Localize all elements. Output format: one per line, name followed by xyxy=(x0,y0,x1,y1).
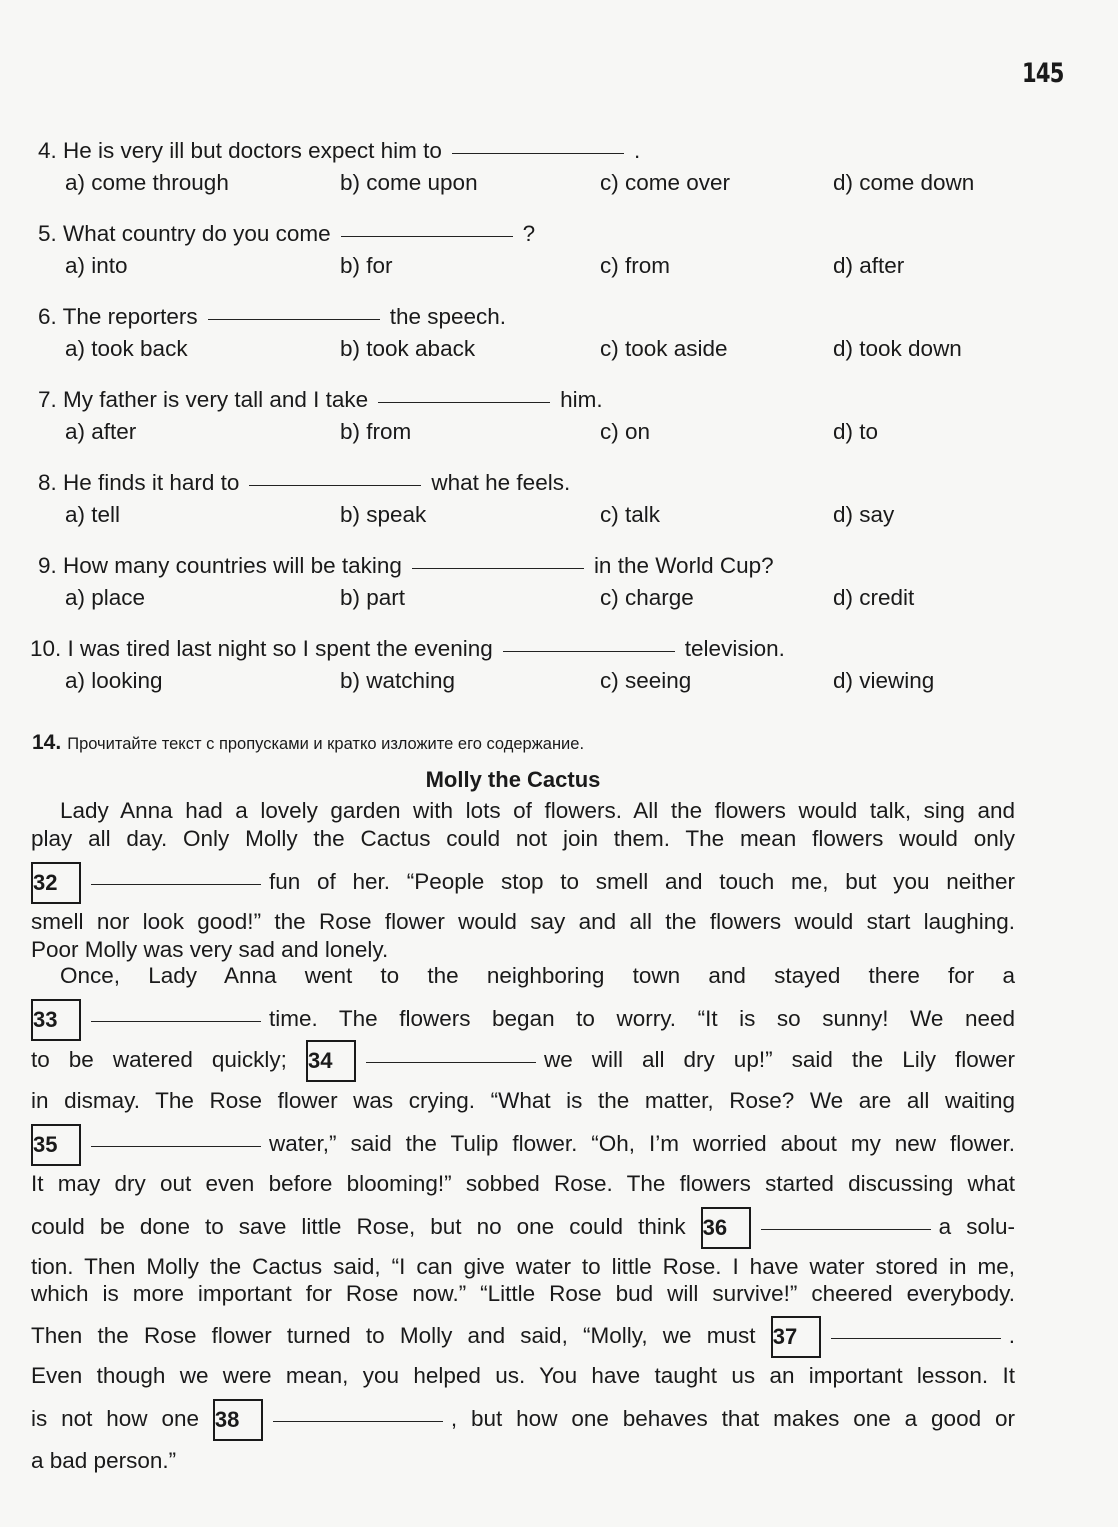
story-title: Molly the Cactus xyxy=(425,767,601,792)
story-line: is not how one 38 , but how one behaves that makes one a good or xyxy=(31,1399,1015,1441)
option-d[interactable]: d) viewing xyxy=(833,668,935,693)
option-c[interactable]: c) took aside xyxy=(600,336,728,361)
option-d[interactable]: d) credit xyxy=(833,585,915,610)
option-c[interactable]: c) seeing xyxy=(600,668,692,693)
option-c[interactable]: c) on xyxy=(600,419,651,444)
question-number: 5. xyxy=(38,221,57,246)
question-text-end: him. xyxy=(560,387,603,412)
answer-blank[interactable] xyxy=(378,402,550,403)
story-line: tion. Then Molly the Cactus said, “I can give water to little Rose. I have water stored in me, xyxy=(31,1254,1015,1279)
option-c[interactable]: c) talk xyxy=(600,502,661,527)
answer-blank[interactable] xyxy=(249,485,421,486)
story-line: Once, Lady Anna went to the neighboring town and stayed there for a xyxy=(60,963,1015,988)
story-line: Then the Rose flower turned to Molly and said, “Molly, we must 37 . xyxy=(31,1316,1015,1358)
option-a[interactable]: a) place xyxy=(65,585,146,610)
story-line: 35 water,” said the Tulip flower. “Oh, I’m worried about my new flower. xyxy=(31,1124,1015,1166)
gap-number-box: 38 xyxy=(213,1399,263,1441)
option-c[interactable]: c) from xyxy=(600,253,670,278)
task-number: 14. xyxy=(32,731,62,754)
question-10 xyxy=(30,633,1030,697)
question-text-end: . xyxy=(633,138,641,163)
question-9 xyxy=(38,550,1038,614)
question-text: He finds it hard to xyxy=(63,470,240,495)
question-text-end: the speech. xyxy=(389,304,507,329)
option-b[interactable]: b) speak xyxy=(340,502,427,527)
story-line: Poor Molly was very sad and lonely. xyxy=(31,937,389,962)
option-a[interactable]: a) come through xyxy=(65,170,229,195)
story-line: a bad person.” xyxy=(31,1448,177,1473)
task-instruction: Прочитайте текст с пропусками и кратко изложите его содержание. xyxy=(67,735,585,753)
question-number: 7. xyxy=(38,387,57,412)
story-line: It may dry out even before blooming!” sobbed Rose. The flowers started discussing what xyxy=(31,1171,1015,1196)
question-number: 6. xyxy=(38,304,57,329)
option-a[interactable]: a) looking xyxy=(65,668,163,693)
answer-blank[interactable] xyxy=(412,568,584,569)
gap-blank[interactable] xyxy=(91,1146,261,1147)
gap-blank[interactable] xyxy=(91,1021,261,1022)
option-b[interactable]: b) part xyxy=(340,585,406,610)
option-a[interactable]: a) after xyxy=(65,419,137,444)
question-text-end: ? xyxy=(522,221,536,246)
story-line: play all day. Only Molly the Cactus could not join them. The mean flowers would only xyxy=(31,826,1015,851)
option-d[interactable]: d) come down xyxy=(833,170,975,195)
question-text: What country do you come xyxy=(63,221,331,246)
gap-number-box: 35 xyxy=(31,1124,81,1166)
page-number: 145 xyxy=(1022,58,1064,89)
option-c[interactable]: c) charge xyxy=(600,585,694,610)
gap-number-box: 33 xyxy=(31,999,81,1041)
question-6 xyxy=(38,301,1038,365)
story-line: Lady Anna had a lovely garden with lots of flowers. All the flowers would talk, sing and xyxy=(60,798,1015,823)
question-number: 4. xyxy=(38,138,57,163)
option-d[interactable]: d) say xyxy=(833,502,895,527)
answer-blank[interactable] xyxy=(503,651,675,652)
task-header xyxy=(32,731,584,755)
option-b[interactable]: b) come upon xyxy=(340,170,478,195)
question-text: I was tired last night so I spent the evening xyxy=(67,636,493,661)
story-line: in dismay. The Rose flower was crying. “What is the matter, Rose? We are all waiting xyxy=(31,1088,1015,1113)
gap-blank[interactable] xyxy=(761,1229,931,1230)
answer-blank[interactable] xyxy=(341,236,513,237)
option-a[interactable]: a) into xyxy=(65,253,128,278)
gap-blank[interactable] xyxy=(91,884,261,885)
option-b[interactable]: b) from xyxy=(340,419,412,444)
question-text-end: what he feels. xyxy=(431,470,571,495)
answer-blank[interactable] xyxy=(452,153,624,154)
question-text-end: television. xyxy=(684,636,785,661)
question-text: How many countries will be taking xyxy=(63,553,402,578)
gap-number-box: 34 xyxy=(306,1040,356,1082)
question-text: My father is very tall and I take xyxy=(63,387,369,412)
question-text-end: in the World Cup? xyxy=(593,553,774,578)
question-number: 8. xyxy=(38,470,57,495)
question-text: The reporters xyxy=(62,304,198,329)
option-b[interactable]: b) for xyxy=(340,253,393,278)
gap-blank[interactable] xyxy=(366,1062,536,1063)
story-line: Even though we were mean, you helped us. You have taught us an important lesson. It xyxy=(31,1363,1015,1388)
option-d[interactable]: d) took down xyxy=(833,336,962,361)
story-line: which is more important for Rose now.” “Little Rose bud will survive!” cheered everybody. xyxy=(31,1281,1015,1306)
story-line: 32 fun of her. “People stop to smell and touch me, but you neither xyxy=(31,862,1015,904)
story-line: could be done to save little Rose, but no one could think 36 a solu- xyxy=(31,1207,1015,1249)
question-4 xyxy=(38,135,1038,199)
gap-blank[interactable] xyxy=(273,1421,443,1422)
question-5 xyxy=(38,218,1038,282)
option-c[interactable]: c) come over xyxy=(600,170,731,195)
option-a[interactable]: a) tell xyxy=(65,502,121,527)
story-line: 33 time. The flowers began to worry. “It is so sunny! We need xyxy=(31,999,1015,1041)
question-number: 10. xyxy=(30,636,62,661)
question-number: 9. xyxy=(38,553,57,578)
question-text: He is very ill but doctors expect him to xyxy=(63,138,442,163)
question-7 xyxy=(38,384,1038,448)
gap-blank[interactable] xyxy=(831,1338,1001,1339)
option-d[interactable]: d) to xyxy=(833,419,879,444)
option-b[interactable]: b) took aback xyxy=(340,336,476,361)
gap-number-box: 36 xyxy=(701,1207,751,1249)
option-d[interactable]: d) after xyxy=(833,253,905,278)
story-line: smell nor look good!” the Rose flower would say and all the flowers would start laughing. xyxy=(31,909,1015,934)
option-b[interactable]: b) watching xyxy=(340,668,456,693)
answer-blank[interactable] xyxy=(208,319,380,320)
option-a[interactable]: a) took back xyxy=(65,336,188,361)
gap-number-box: 32 xyxy=(31,862,81,904)
gap-number-box: 37 xyxy=(771,1316,821,1358)
story-line: to be watered quickly; 34 we will all dry up!” said the Lily flower xyxy=(31,1040,1015,1082)
question-8 xyxy=(38,467,1038,531)
